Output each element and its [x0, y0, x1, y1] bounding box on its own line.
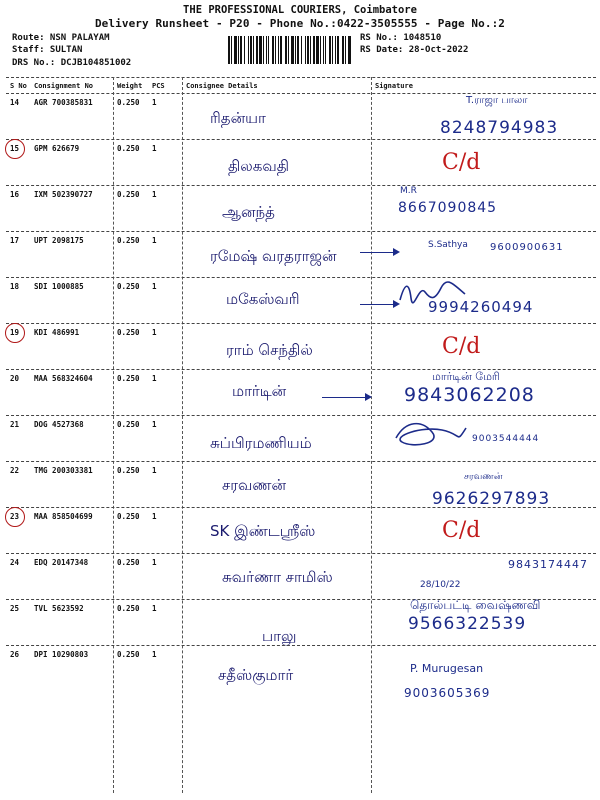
barcode-bar — [248, 36, 249, 64]
row-receiver-phone: 9600900631 — [490, 242, 564, 253]
row-consignment-number: DPI 10290803 — [34, 650, 89, 659]
row-consignee-name: பாலு — [262, 627, 297, 645]
barcode-bar — [250, 36, 252, 64]
row-separator — [6, 323, 596, 324]
barcode-bar — [310, 36, 311, 64]
row-consignment-number: TMG 200303381 — [34, 466, 93, 475]
barcode-bar — [280, 36, 282, 64]
row-weight: 0.250 — [117, 466, 140, 475]
barcode-bar — [231, 36, 232, 64]
barcode-bar — [240, 36, 242, 64]
barcode-bar — [234, 36, 237, 64]
barcode-bar — [288, 36, 289, 64]
row-circle-mark — [5, 507, 25, 527]
col-header-weight: Weight — [117, 82, 143, 90]
row-serial-number: 26 — [10, 650, 20, 659]
row-pieces: 1 — [152, 558, 157, 567]
row-signature-text: சரவணன் — [464, 472, 503, 482]
row-separator — [6, 369, 596, 370]
barcode-bar — [320, 36, 321, 64]
row-signature-text: T.ராஜா பாலா — [466, 95, 528, 106]
row-weight: 0.250 — [117, 328, 140, 337]
rs-date: RS Date: 28-Oct-2022 — [360, 45, 469, 55]
row-receiver-phone: 9003605369 — [404, 686, 491, 700]
row-serial-number: 15 — [10, 144, 20, 153]
row-consignment-number: SDI 1000885 — [34, 282, 84, 291]
row-status-mark: C/d — [442, 150, 481, 175]
row-receiver-phone: 9566322539 — [408, 614, 527, 634]
row-serial-number: 19 — [10, 328, 20, 337]
barcode-bar — [263, 36, 264, 64]
row-consignee-name: சுப்பிரமணியம் — [210, 434, 312, 452]
row-separator — [6, 139, 596, 140]
row-pieces: 1 — [152, 420, 157, 429]
row-serial-number: 25 — [10, 604, 20, 613]
row-weight: 0.250 — [117, 650, 140, 659]
row-weight: 0.250 — [117, 282, 140, 291]
row-serial-number: 21 — [10, 420, 20, 429]
barcode-bar — [266, 36, 267, 64]
row-weight: 0.250 — [117, 604, 140, 613]
row-separator — [6, 231, 596, 232]
barcode-bar — [253, 36, 254, 64]
barcode-bar — [297, 36, 299, 64]
drs-label: DRS No.: DCJB104851002 — [12, 58, 132, 68]
rs-number: RS No.: 1048510 — [360, 33, 442, 43]
header-rule-bottom — [6, 93, 596, 94]
row-consignment-number: GPM 626679 — [34, 144, 80, 153]
row-weight: 0.250 — [117, 420, 140, 429]
row-signature-text: மார்டின் மேரி — [432, 370, 500, 383]
barcode-bar — [278, 36, 279, 64]
row-separator — [6, 415, 596, 416]
row-serial-number: 23 — [10, 512, 20, 521]
barcode-bar — [301, 36, 302, 64]
barcode-bar — [285, 36, 287, 64]
row-signature-text: 28/10/22 — [420, 580, 461, 590]
barcode-bar — [256, 36, 258, 64]
route-label: Route: NSN PALAYAM — [12, 33, 110, 43]
barcode-bar — [323, 36, 324, 64]
staff-label: Staff: SULTAN — [12, 45, 83, 55]
company-title: THE PROFESSIONAL COURIERS, Coimbatore — [183, 4, 417, 16]
handwritten-arrow — [360, 304, 398, 305]
barcode-bar — [268, 36, 269, 64]
handwritten-arrow — [360, 252, 398, 253]
barcode-bar — [337, 36, 339, 64]
barcode-bar — [345, 36, 346, 64]
row-pieces: 1 — [152, 282, 157, 291]
row-serial-number: 14 — [10, 98, 20, 107]
row-consignment-number: UPT 2098175 — [34, 236, 84, 245]
barcode-bar — [325, 36, 326, 64]
barcode-bar — [316, 36, 319, 64]
col-header-signature: Signature — [375, 82, 413, 90]
row-weight: 0.250 — [117, 236, 140, 245]
row-separator — [6, 277, 596, 278]
row-receiver-phone: 8667090845 — [398, 200, 498, 216]
barcode-bar — [295, 36, 296, 64]
row-pieces: 1 — [152, 190, 157, 199]
row-signature-text: M.R — [400, 186, 417, 196]
row-receiver-phone: 9843062208 — [404, 384, 535, 406]
row-receiver-phone: 9843174447 — [508, 558, 588, 571]
row-receiver-phone: 9626297893 — [432, 489, 551, 509]
row-pieces: 1 — [152, 466, 157, 475]
row-pieces: 1 — [152, 236, 157, 245]
row-serial-number: 22 — [10, 466, 20, 475]
row-separator — [6, 645, 596, 646]
barcode-bar — [238, 36, 239, 64]
row-separator — [6, 553, 596, 554]
barcode-bar — [348, 36, 351, 64]
row-weight: 0.250 — [117, 144, 140, 153]
row-receiver-phone: 9003544444 — [472, 434, 540, 444]
barcode-bar — [275, 36, 276, 64]
row-signature-text: P. Murugesan — [410, 662, 484, 675]
row-serial-number: 17 — [10, 236, 20, 245]
barcode-bar — [307, 36, 309, 64]
row-consignment-number: TVL 5623592 — [34, 604, 84, 613]
row-circle-mark — [5, 323, 25, 343]
row-pieces: 1 — [152, 604, 157, 613]
row-pieces: 1 — [152, 374, 157, 383]
row-status-mark: C/d — [442, 334, 481, 359]
col-header-sno: S No — [10, 82, 27, 90]
row-serial-number: 16 — [10, 190, 20, 199]
row-consignee-name: சுவர்ணா சாமிஸ் — [222, 568, 333, 586]
barcode-bar — [332, 36, 333, 64]
row-consignee-name: ராம் செந்தில் — [226, 341, 313, 359]
row-pieces: 1 — [152, 328, 157, 337]
row-consignee-name: மார்டின் — [232, 382, 287, 400]
barcode-bar — [305, 36, 306, 64]
signature-scribble — [392, 418, 472, 452]
row-consignee-name: ரிதன்யா — [210, 109, 266, 127]
row-receiver-phone: 9994260494 — [428, 298, 534, 316]
row-consignee-name: மகேஸ்வரி — [226, 290, 300, 308]
handwritten-arrow — [322, 397, 370, 398]
barcode-bar — [335, 36, 336, 64]
row-serial-number: 20 — [10, 374, 20, 383]
row-consignment-number: IXM 502390727 — [34, 190, 93, 199]
barcode-bar — [342, 36, 344, 64]
row-consignment-number: AGR 700385831 — [34, 98, 93, 107]
row-serial-number: 18 — [10, 282, 20, 291]
row-pieces: 1 — [152, 512, 157, 521]
row-consignee-name: சதீஸ்குமார் — [218, 666, 294, 684]
row-separator — [6, 461, 596, 462]
signature-scribble — [395, 278, 475, 312]
row-consignee-name: ரமேஷ் வரதராஜன் — [210, 247, 337, 265]
row-consignment-number: MAA 858504699 — [34, 512, 93, 521]
barcode-bar — [244, 36, 245, 64]
row-status-mark: C/d — [442, 518, 481, 543]
row-separator — [6, 507, 596, 508]
row-weight: 0.250 — [117, 512, 140, 521]
col-header-details: Consignee Details — [186, 82, 258, 90]
runsheet-subtitle: Delivery Runsheet - P20 - Phone No.:0422-3505555 - Page No.:2 — [94, 17, 506, 30]
row-receiver-phone: 8248794983 — [440, 118, 559, 138]
barcode-bar — [259, 36, 262, 64]
barcode-bar — [272, 36, 274, 64]
row-pieces: 1 — [152, 144, 157, 153]
row-pieces: 1 — [152, 98, 157, 107]
row-weight: 0.250 — [117, 98, 140, 107]
row-signature-text: S.Sathya — [428, 240, 468, 250]
col-header-pcs: PCS — [152, 82, 165, 90]
row-consignment-number: MAA 568324604 — [34, 374, 93, 383]
row-signature-text: தொல்பட்டி வைஷ்ணவி — [410, 598, 541, 612]
row-weight: 0.250 — [117, 558, 140, 567]
row-pieces: 1 — [152, 650, 157, 659]
barcode-bar — [313, 36, 315, 64]
row-serial-number: 24 — [10, 558, 20, 567]
row-consignee-name: ஆனந்த் — [222, 203, 275, 221]
row-weight: 0.250 — [117, 374, 140, 383]
row-consignment-number: DOG 4527368 — [34, 420, 84, 429]
row-consignment-number: EDQ 20147348 — [34, 558, 89, 567]
row-consignee-name: சரவணன் — [222, 476, 287, 494]
row-circle-mark — [5, 139, 25, 159]
row-consignment-number: KDI 486991 — [34, 328, 80, 337]
row-separator — [6, 185, 596, 186]
barcode-image — [228, 36, 352, 64]
barcode-bar — [228, 36, 230, 64]
row-weight: 0.250 — [117, 190, 140, 199]
barcode-bar — [291, 36, 294, 64]
row-consignee-name: SK இண்டஸ்ரீஸ் — [210, 522, 316, 540]
col-header-consignment: Consignment No — [34, 82, 94, 90]
header-rule-top — [6, 77, 596, 78]
row-consignee-name: திலகவதி — [228, 157, 289, 175]
barcode-bar — [329, 36, 331, 64]
